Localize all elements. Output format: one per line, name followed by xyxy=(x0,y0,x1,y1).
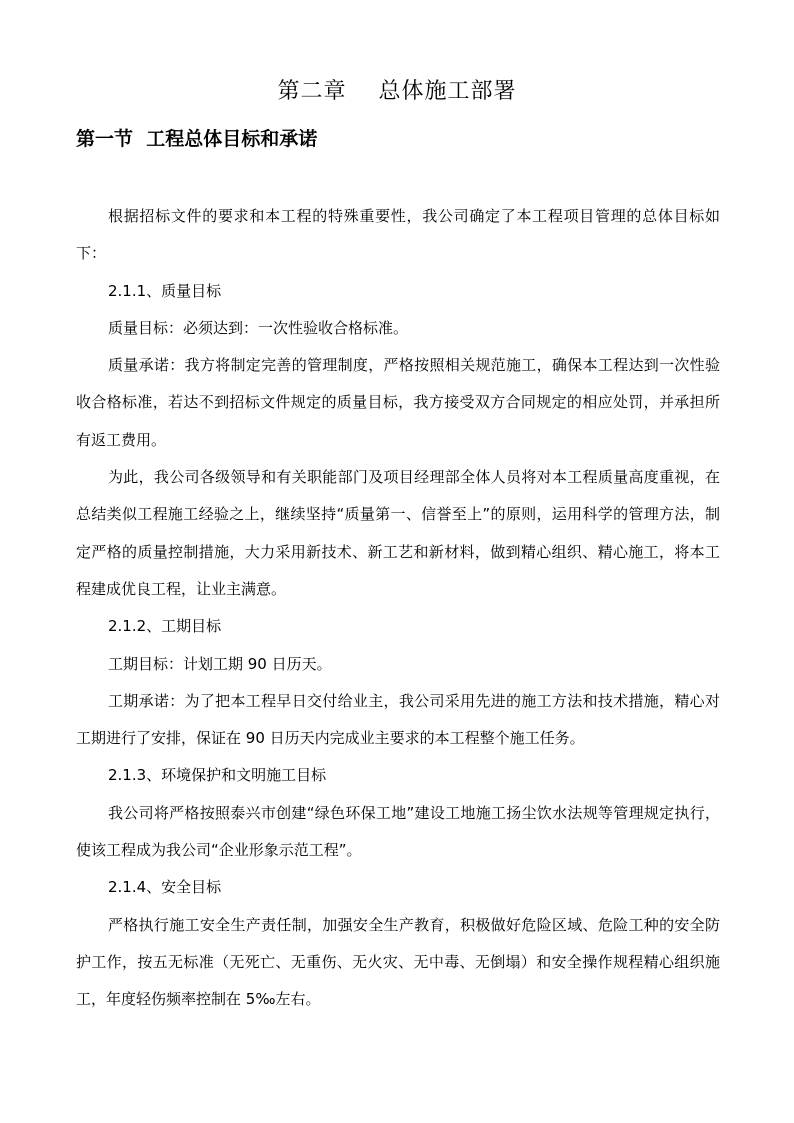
chapter-title: 第二章 总体施工部署 xyxy=(277,79,517,104)
safety-paragraph: 严格执行施工安全生产责任制，加强安全生产教育，积极做好危险区域、危险工种的安全防护工作，按五无标准（无死亡、无重伤、无火灾、无中毒、无倒塌）和安全操作规程精心组织施工，年度轻伤频率控制在 5‰左右。 xyxy=(76,915,720,1009)
intro-paragraph: 根据招标文件的要求和本工程的特殊重要性，我公司确定了本工程项目管理的总体目标如下： xyxy=(76,207,720,263)
environment-paragraph: 我公司将严格按照泰兴市创建“绿色环保工地”建设工地施工扬尘饮水法规等管理规定执行，使该工程成为我公司“企业形象示范工程”。 xyxy=(76,803,720,860)
schedule-commitment: 工期承诺：为了把本工程早日交付给业主，我公司采用先进的施工方法和技术措施，精心对工期进行了安排，保证在 90 日历天内完成业主要求的本工程整个施工任务。 xyxy=(76,691,720,748)
subheading-schedule: 2.1.2、工期目标 xyxy=(108,617,222,636)
subheading-safety: 2.1.4、安全目标 xyxy=(108,878,222,897)
section-title: 第一节 工程总体目标和承诺 xyxy=(76,128,318,150)
quality-target: 质量目标：必须达到：一次性验收合格标准。 xyxy=(108,318,409,337)
document-body xyxy=(76,198,720,1019)
quality-measures: 为此，我公司各级领导和有关职能部门及项目经理部全体人员将对本工程质量高度重视，在总结类似工程施工经验之上，继续坚持“质量第一、信誉至上”的原则，运用科学的管理方法，制定严格的质量控制措施，大力采用新技术、新工艺和新材料，做到精心组织、精心施工，将本工程建成优良工程，让业主满意。 xyxy=(76,468,720,598)
subheading-environment: 2.1.3、环境保护和文明施工目标 xyxy=(108,766,327,785)
schedule-target: 工期目标：计划工期 90 日历天。 xyxy=(108,654,332,673)
quality-commitment: 质量承诺：我方将制定完善的管理制度，严格按照相关规范施工，确保本工程达到一次性验收合格标准，若达不到招标文件规定的质量目标，我方接受双方合同规定的相应处罚，并承担所有返工费用。 xyxy=(76,356,720,449)
subheading-quality: 2.1.1、质量目标 xyxy=(108,281,222,300)
